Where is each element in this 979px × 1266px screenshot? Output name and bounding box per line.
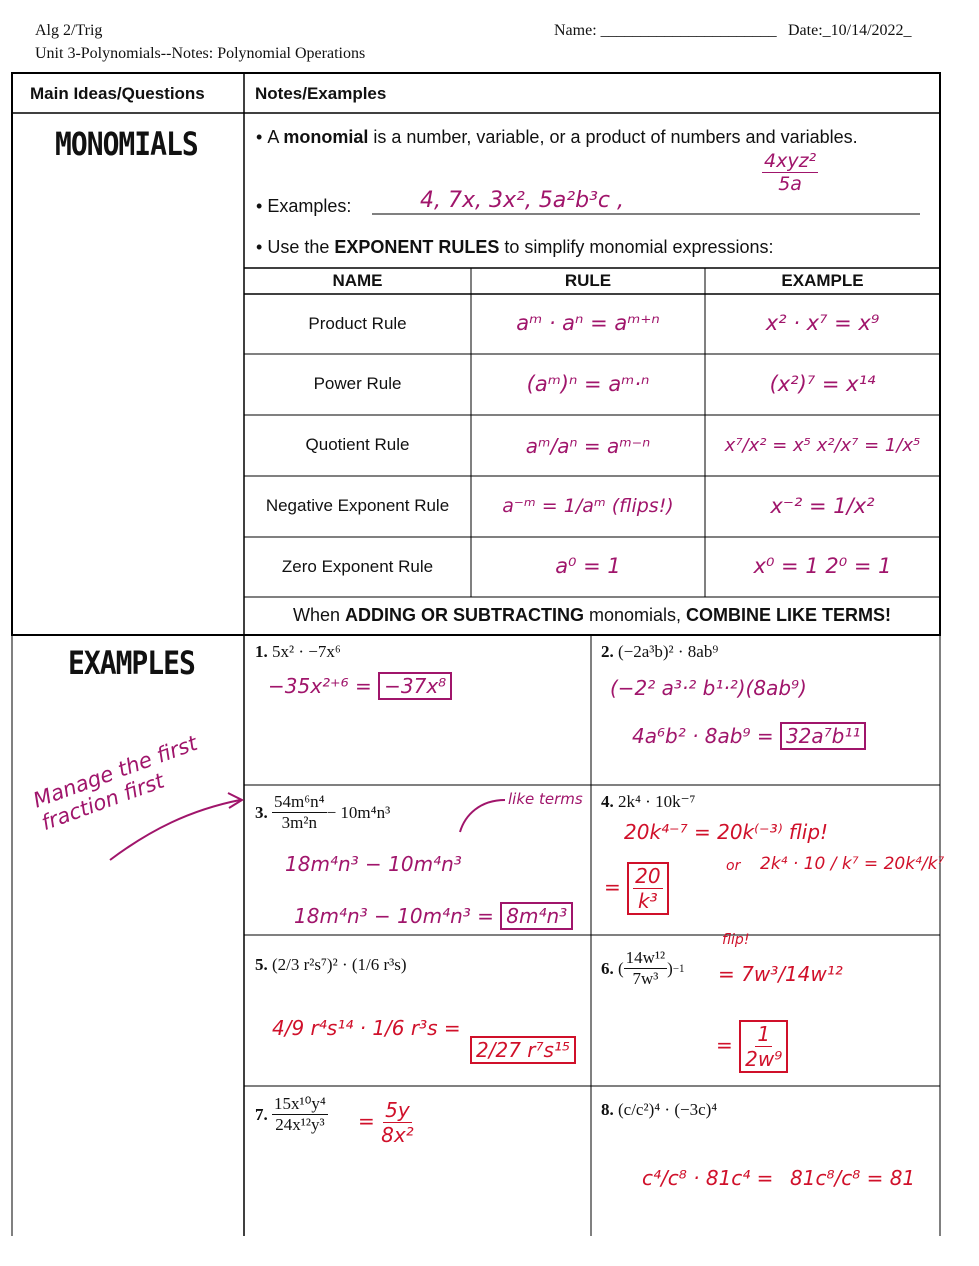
table-row-name: Product Rule: [308, 313, 407, 333]
table-row-example: x² · x⁷ = x⁹: [765, 311, 880, 336]
table-row-rule: a⁰ = 1: [555, 554, 621, 579]
problem-1-answer: −37x⁸: [378, 672, 452, 700]
margin-note: Manage the first fraction first: [30, 730, 201, 836]
table-header-name: NAME: [332, 271, 383, 290]
problem-1: 1. 5x² · −7x⁶: [255, 642, 341, 661]
table-row-name: Quotient Rule: [305, 435, 410, 455]
problem-1-work: −35x²⁺⁶ = −37x⁸: [268, 672, 452, 700]
table-row-rule: (aᵐ)ⁿ = aᵐ·ⁿ: [526, 371, 650, 396]
problem-8-work-1: c⁴/c⁸ · 81c⁴ =: [642, 1166, 774, 1190]
bullet-icon: •: [256, 196, 263, 216]
problem-2-work-1: (−2² a³·² b¹·²)(8ab⁹): [610, 676, 807, 700]
bullet-icon: •: [256, 127, 263, 147]
problem-6-work: = 7w³/14w¹²: [718, 962, 843, 986]
problem-8: 8. (c/c²)⁴ · (−3c)⁴: [601, 1100, 718, 1119]
problem-3-answer: 8m⁴n³: [500, 902, 573, 930]
notes-title: Notes: Polynomial Operations: [171, 45, 366, 62]
problem-5-answer: 2/27 r⁷s¹⁵: [470, 1036, 576, 1064]
table-row-example: (x²)⁷ = x¹⁴: [769, 371, 876, 396]
exponent-rules-line: • Use the EXPONENT RULES to simplify monomial expressions:: [256, 237, 774, 257]
table-row-rule: a⁻ᵐ = 1/aᵐ (flips!): [502, 495, 674, 518]
problem-7-work: = $\frac{5y}{\text{8x²}}$: [358, 1098, 414, 1147]
table-row-rule: aᵐ/aⁿ = aᵐ⁻ⁿ: [525, 433, 651, 458]
problem-7: 7. $\frac{\text{15x¹⁰y⁴}}{\text{24x¹²y³}}$: [255, 1094, 326, 1134]
examples-heading: EXAMPLES: [68, 644, 195, 682]
right-column-header: Notes/Examples: [255, 84, 387, 103]
problem-3-work-2: 18m⁴n³ − 10m⁴n³ = 8m⁴n³: [294, 902, 573, 930]
table-row-example: x⁷/x² = x⁵ x²/x⁷ = 1/x⁵: [724, 434, 921, 456]
table-row-example: x⁰ = 1 2⁰ = 1: [753, 554, 892, 579]
left-column-header: Main Ideas/Questions: [30, 84, 205, 103]
examples-handwriting: 4, 7x, 3x², 5a²b³c ,: [420, 188, 624, 213]
table-row-name: Power Rule: [313, 374, 402, 394]
examples-line: • Examples:: [256, 196, 352, 216]
problem-3-work-1: 18m⁴n³ − 10m⁴n³: [285, 852, 462, 876]
problem-2-work-2: 4a⁶b² · 8ab⁹ = 32a⁷b¹¹: [632, 722, 866, 750]
table-header-rule: RULE: [564, 271, 612, 290]
name-field: Name: ______________________: [554, 22, 777, 39]
table-row-name: Zero Exponent Rule: [281, 556, 434, 576]
problem-4-work-2: 2k⁴ · 10 / k⁷ = 20k⁴/k⁷: [760, 854, 945, 874]
unit-label: Unit 3-Polynomials--Notes: Polynomial Operations: [35, 45, 366, 62]
examples-fraction: $\frac{\text{4xyz²}}{5a}$: [764, 150, 817, 195]
problem-5: 5. (2/3 r²s⁷)² · (1/6 r³s): [255, 955, 407, 974]
like-terms-arrow-icon: [460, 800, 505, 832]
course-label: Alg 2/Trig: [35, 22, 103, 39]
table-row-name: Negative Exponent Rule: [265, 496, 450, 516]
table-row-example: x⁻² = 1/x²: [770, 493, 875, 518]
problem-6-answer: = $\frac{1}{\text{2w⁹}}$: [716, 1020, 788, 1073]
problem-2-answer: 32a⁷b¹¹: [780, 722, 866, 750]
problem-5-work: 4/9 r⁴s¹⁴ · 1/6 r³s =: [272, 1016, 461, 1040]
table-header-example: EXAMPLE: [781, 271, 864, 290]
problem-4-answer: = $\frac{20}{\text{k³}}$: [604, 862, 669, 915]
date-field: Date:_10/14/2022_: [788, 22, 912, 39]
problem-4-or: or: [726, 858, 741, 874]
problem-4-work-1: 20k⁴⁻⁷ = 20k⁽⁻³⁾ flip!: [624, 820, 829, 844]
problem-4: 4. 2k⁴ · 10k⁻⁷: [601, 792, 696, 811]
table-row-rule: aᵐ · aⁿ = aᵐ⁺ⁿ: [516, 311, 660, 336]
problem-3: 3. $\frac{\text{54m⁶n⁴}}{\text{3m²n}}$ − 10m⁴n³: [255, 792, 391, 832]
like-terms-note: like terms: [508, 790, 583, 808]
problem-2: 2. (−2a³b)² · 8ab⁹: [601, 642, 719, 661]
monomial-definition: • A monomial is a number, variable, or a product of numbers and variables.: [256, 127, 858, 147]
margin-arrow-icon: [110, 800, 240, 860]
combine-like-terms-note: When ADDING OR SUBTRACTING monomials, COMBINE LIKE TERMS!: [292, 605, 892, 626]
problem-6: 6. ( $\frac{\text{14w¹²}}{\text{7w³}}$ ) −1: [601, 948, 685, 988]
problem-8-work-2: 81c⁸/c⁸ = 81: [790, 1166, 916, 1190]
problem-6-flip-note: flip!: [722, 932, 750, 948]
monomials-heading: MONOMIALS: [55, 125, 198, 163]
bullet-icon: •: [256, 237, 263, 257]
